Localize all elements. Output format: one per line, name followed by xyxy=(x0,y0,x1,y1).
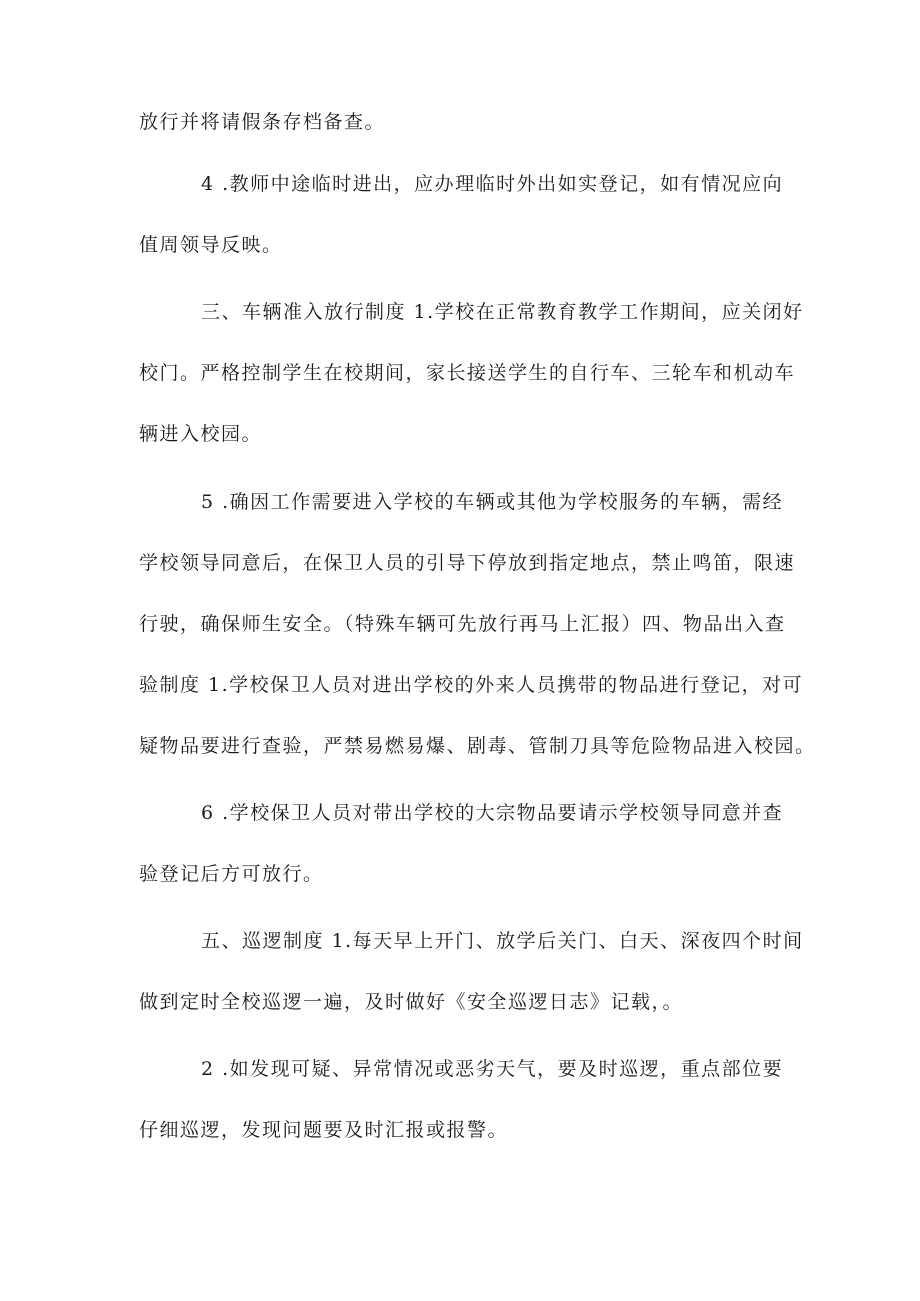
text-line: 三、车辆准入放行制度 1.学校在正常教育教学工作期间，应关闭好 xyxy=(201,301,804,323)
text-line: 学校领导同意后，在保卫人员的引导下停放到指定地点，禁止鸣笛，限速 xyxy=(139,552,796,574)
text-line: 2 .如发现可疑、异常情况或恶劣天气，要及时巡逻，重点部位要 xyxy=(201,1058,784,1080)
text-line: 疑物品要进行查验，严禁易燃易爆、剧毒、管制刀具等危险物品进入校园。 xyxy=(139,735,816,757)
text-line: 验登记后方可放行。 xyxy=(139,863,324,885)
text-line: 做到定时全校巡逻一遍，及时做好《安全巡逻日志》记载，。 xyxy=(139,991,684,1013)
text-line: 仔细巡逻，发现问题要及时汇报或报警。 xyxy=(139,1119,509,1141)
text-line: 五、巡逻制度 1.每天早上开门、放学后关门、白天、深夜四个时间 xyxy=(201,930,804,952)
text-line: 6 .学校保卫人员对带出学校的大宗物品要请示学校领导同意并查 xyxy=(201,802,784,824)
text-line: 验制度 1.学校保卫人员对进出学校的外来人员携带的物品进行登记，对可 xyxy=(139,674,804,696)
text-line: 校门。严格控制学生在校期间，家长接送学生的自行车、三轮车和机动车 xyxy=(139,362,796,384)
text-line: 值周领导反映。 xyxy=(139,234,283,256)
text-line: 5 .确因工作需要进入学校的车辆或其他为学校服务的车辆，需经 xyxy=(201,491,784,513)
text-line: 辆进入校园。 xyxy=(139,423,263,445)
text-line: 4 .教师中途临时进出，应办理临时外出如实登记，如有情况应向 xyxy=(201,173,784,195)
text-line: 放行并将请假条存档备查。 xyxy=(139,111,386,133)
text-line: 行驶，确保师生安全。（特殊车辆可先放行再马上汇报）四、物品出入查 xyxy=(139,613,786,635)
